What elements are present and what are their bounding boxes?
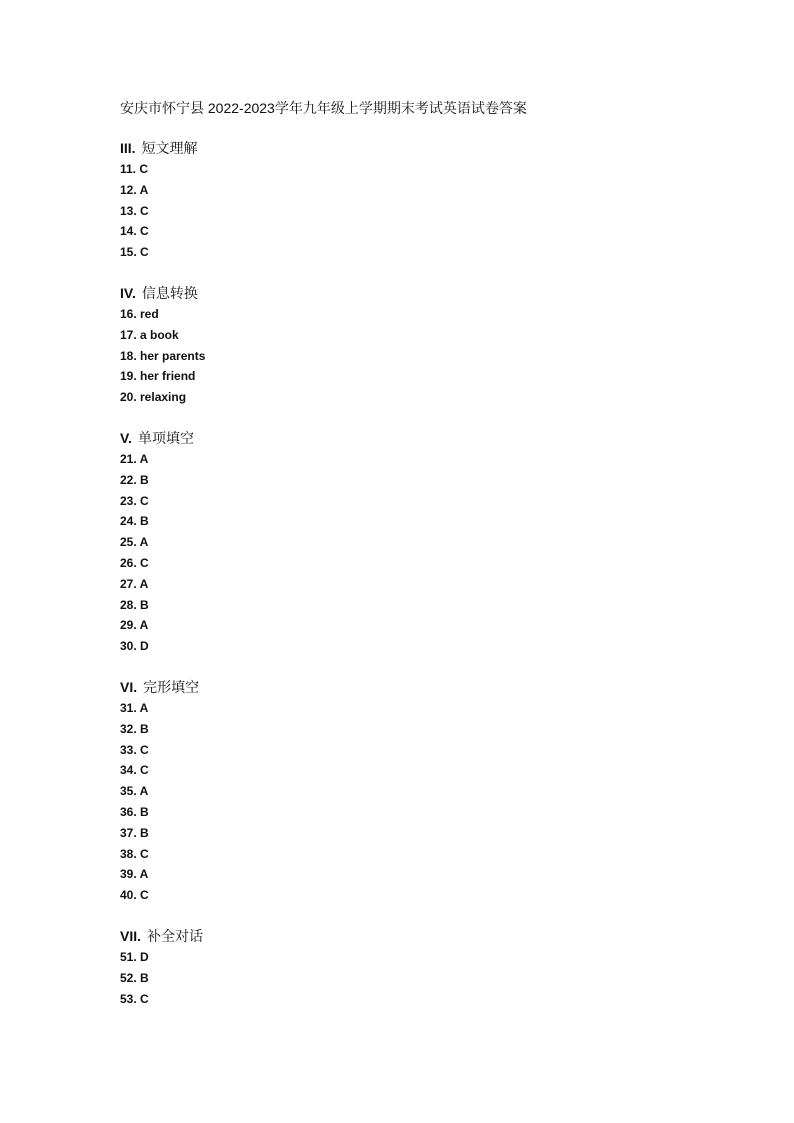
answer-section (120, 677, 740, 906)
section-heading (120, 138, 740, 159)
answer-line: 16. red (120, 306, 159, 321)
answer-line: 12. A (120, 182, 149, 197)
answer-line: 53. C (120, 991, 149, 1006)
answer-section (120, 138, 740, 263)
answer-line: 34. C (120, 763, 149, 778)
answer-line: 17. a book (120, 327, 179, 342)
answer-section (120, 926, 740, 1009)
answer-line: 38. C (120, 846, 149, 861)
answer-line: 39. A (120, 867, 149, 882)
section-heading (120, 677, 740, 698)
section-name: 信息转换 (141, 284, 198, 301)
answer-line: 29. A (120, 618, 149, 633)
answer-line: 33. C (120, 742, 149, 757)
answer-line: 13. C (120, 203, 149, 218)
section-numeral: VII. (120, 927, 142, 944)
answer-line: 35. A (120, 784, 149, 799)
answer-line: 20. relaxing (120, 390, 187, 405)
section-numeral: III. (120, 140, 136, 156)
answer-line: 27. A (120, 576, 149, 591)
section-numeral: IV. (120, 284, 136, 301)
section-heading (120, 428, 740, 449)
answer-line: 14. C (120, 224, 149, 239)
answer-line: 32. B (120, 721, 149, 736)
section-heading (120, 283, 740, 304)
answer-line: 36. B (120, 804, 149, 819)
answer-line: 31. A (120, 700, 149, 715)
section-numeral: V. (120, 429, 132, 446)
answer-line: 52. B (120, 970, 149, 985)
answer-line: 51. D (120, 949, 149, 964)
answer-line: 18. her parents (120, 348, 206, 363)
answer-line: 15. C (120, 245, 149, 260)
answer-line: 22. B (120, 472, 149, 487)
section-name: 补全对话 (147, 927, 204, 944)
answer-line: 26. C (120, 555, 149, 570)
answer-line: 37. B (120, 825, 149, 840)
answer-section (120, 428, 740, 657)
answer-line: 28. B (120, 597, 149, 612)
answer-sections (120, 138, 740, 1009)
document-title: 安庆市怀宁县 2022-2023学年九年级上学期期末考试英语试卷答案 (120, 100, 527, 116)
document-content (120, 98, 740, 1009)
section-numeral: VI. (120, 678, 138, 695)
answer-line: 24. B (120, 514, 149, 529)
answer-line: 19. her friend (120, 369, 196, 384)
section-heading (120, 926, 740, 947)
section-name: 完形填空 (143, 678, 200, 695)
answer-line: 40. C (120, 888, 149, 903)
answer-line: 23. C (120, 493, 149, 508)
answer-line: 30. D (120, 639, 149, 654)
section-name: 短文理解 (141, 140, 198, 156)
answer-line: 11. C (120, 162, 149, 176)
answer-line: 21. A (120, 451, 149, 466)
section-name: 单项填空 (137, 429, 194, 446)
answer-section (120, 283, 740, 408)
answer-line: 25. A (120, 535, 149, 550)
